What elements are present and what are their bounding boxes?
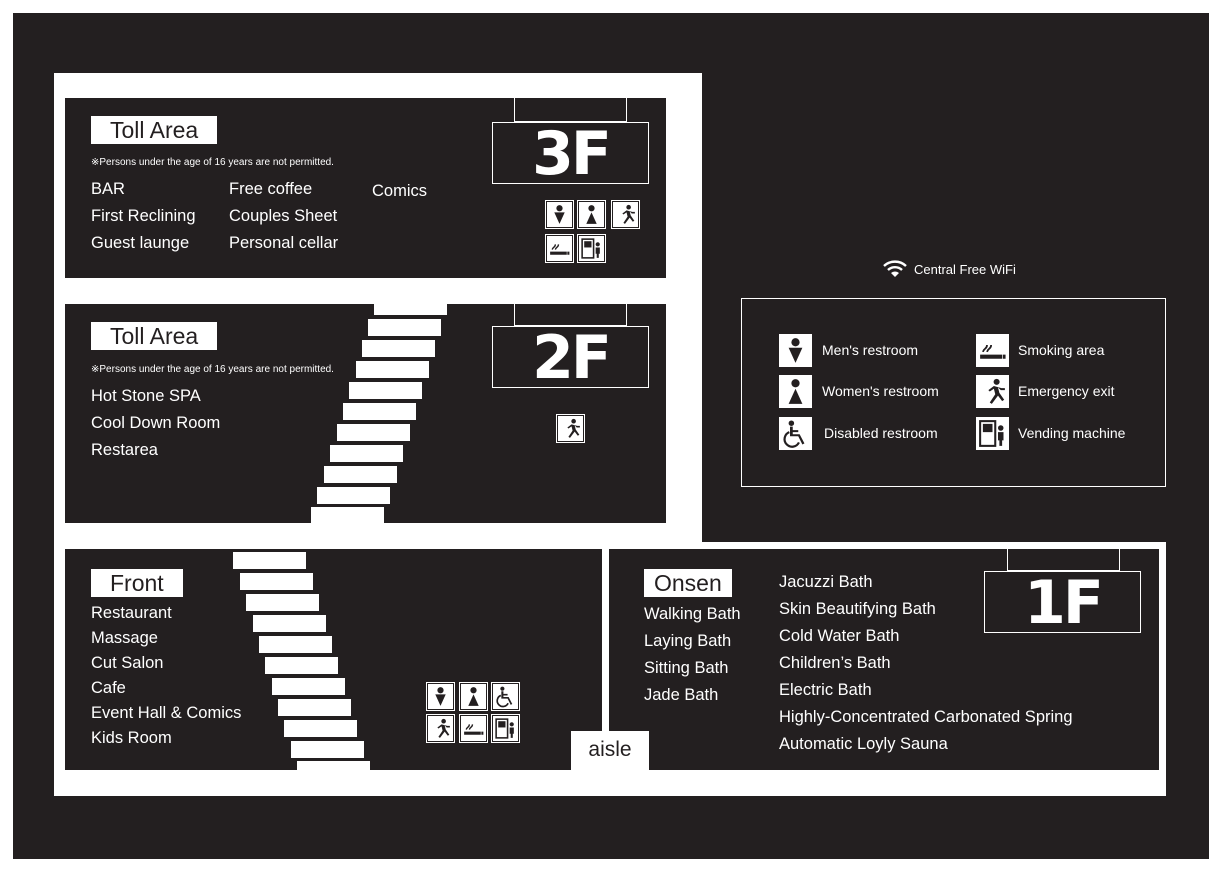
emergency-exit-icon	[612, 201, 639, 228]
stair-step	[233, 552, 306, 569]
facility-item: Massage	[91, 629, 158, 647]
staircase-upper	[300, 304, 460, 524]
bath-item: Automatic Loyly Sauna	[779, 735, 948, 753]
stair-step	[337, 424, 410, 441]
area-label: Toll Area	[91, 322, 217, 350]
stair-step	[240, 573, 313, 590]
emergency-exit-icon	[976, 375, 1009, 408]
legend-label: Vending machine	[1018, 425, 1126, 441]
facility-item: Hot Stone SPA	[91, 387, 201, 405]
smoking-area-icon	[976, 334, 1009, 367]
stair-step	[265, 657, 338, 674]
emergency-exit-icon	[427, 715, 454, 742]
womens-restroom-icon	[578, 201, 605, 228]
facility-item: Cafe	[91, 679, 126, 697]
stair-step	[259, 636, 332, 653]
facility-item: Guest launge	[91, 234, 190, 252]
bath-item: Laying Bath	[644, 632, 732, 650]
facility-item: Event Hall & Comics	[91, 704, 242, 722]
smoking-area-icon	[546, 235, 573, 262]
stair-step	[297, 761, 370, 771]
mens-restroom-icon	[779, 334, 812, 367]
wifi-icon	[882, 259, 908, 279]
mens-restroom-icon	[427, 683, 454, 710]
bath-item: Highly-Concentrated Carbonated Spring	[779, 708, 1073, 726]
floor-number-sign: 1F	[984, 571, 1141, 633]
floor-number-sign: 3F	[492, 122, 649, 184]
bath-item: Walking Bath	[644, 605, 741, 623]
stair-step	[330, 445, 403, 462]
stair-step	[284, 720, 357, 737]
legend-box	[741, 298, 1166, 487]
bath-item: Skin Beautifying Bath	[779, 600, 936, 618]
womens-restroom-icon	[779, 375, 812, 408]
stair-step	[374, 304, 447, 315]
emergency-exit-icon	[557, 415, 584, 442]
stair-step	[291, 741, 364, 758]
facility-column	[91, 383, 220, 464]
facility-item: Cool Down Room	[91, 414, 221, 432]
area-label: Onsen	[644, 569, 732, 597]
facility-item: Comics	[372, 182, 428, 200]
area-label: Toll Area	[91, 116, 217, 144]
facility-column-3	[372, 178, 427, 205]
bath-item: Jacuzzi Bath	[779, 573, 873, 591]
facility-column-1	[91, 176, 196, 257]
stair-step	[246, 594, 319, 611]
stair-step	[368, 319, 441, 336]
stair-step	[356, 361, 429, 378]
legend-label: Smoking area	[1018, 342, 1105, 358]
facility-item: Couples Sheet	[229, 207, 338, 225]
legend-label: Men's restroom	[822, 342, 919, 358]
disabled-restroom-icon	[492, 683, 519, 710]
facility-column	[91, 601, 241, 751]
vending-machine-icon	[492, 715, 519, 742]
vending-machine-icon	[578, 235, 605, 262]
aisle-label: aisle	[571, 731, 649, 770]
stair-step	[349, 382, 422, 399]
bath-item: Children’s Bath	[779, 654, 891, 672]
stair-step	[311, 507, 384, 524]
floor-3-panel	[65, 98, 666, 278]
legend-label: Women's restroom	[822, 383, 939, 399]
mens-restroom-icon	[546, 201, 573, 228]
facility-item: BAR	[91, 180, 125, 198]
bath-item: Sitting Bath	[644, 659, 729, 677]
facility-item: Restaurant	[91, 604, 172, 622]
stair-step	[278, 699, 351, 716]
stair-step	[272, 678, 345, 695]
bath-item: Cold Water Bath	[779, 627, 900, 645]
facility-item: Kids Room	[91, 729, 172, 747]
vending-machine-icon	[976, 417, 1009, 450]
disabled-restroom-icon	[779, 417, 812, 450]
bath-item: Jade Bath	[644, 686, 719, 704]
stair-step	[317, 487, 390, 504]
bath-column-1	[644, 601, 741, 709]
onsen-panel	[609, 549, 1159, 770]
legend-label: Emergency exit	[1018, 383, 1115, 399]
facility-item: Cut Salon	[91, 654, 164, 672]
smoking-area-icon	[460, 715, 487, 742]
stair-step	[324, 466, 397, 483]
facility-column-2	[229, 176, 338, 257]
stair-step	[343, 403, 416, 420]
facility-item: First Reclining	[91, 207, 196, 225]
wifi-label: Central Free WiFi	[914, 262, 1016, 277]
floor-number-sign: 2F	[492, 326, 649, 388]
area-label: Front	[91, 569, 183, 597]
facility-item: Free coffee	[229, 180, 313, 198]
stair-step	[253, 615, 326, 632]
bath-item: Electric Bath	[779, 681, 872, 699]
age-restriction-note: ※Persons under the age of 16 years are not permitted.	[91, 157, 334, 168]
facility-item: Personal cellar	[229, 234, 339, 252]
staircase-lower	[232, 550, 377, 770]
facility-item: Restarea	[91, 441, 158, 459]
legend-label: Disabled restroom	[824, 425, 938, 441]
womens-restroom-icon	[460, 683, 487, 710]
age-restriction-note: ※Persons under the age of 16 years are not permitted.	[91, 364, 334, 375]
stair-step	[362, 340, 435, 357]
